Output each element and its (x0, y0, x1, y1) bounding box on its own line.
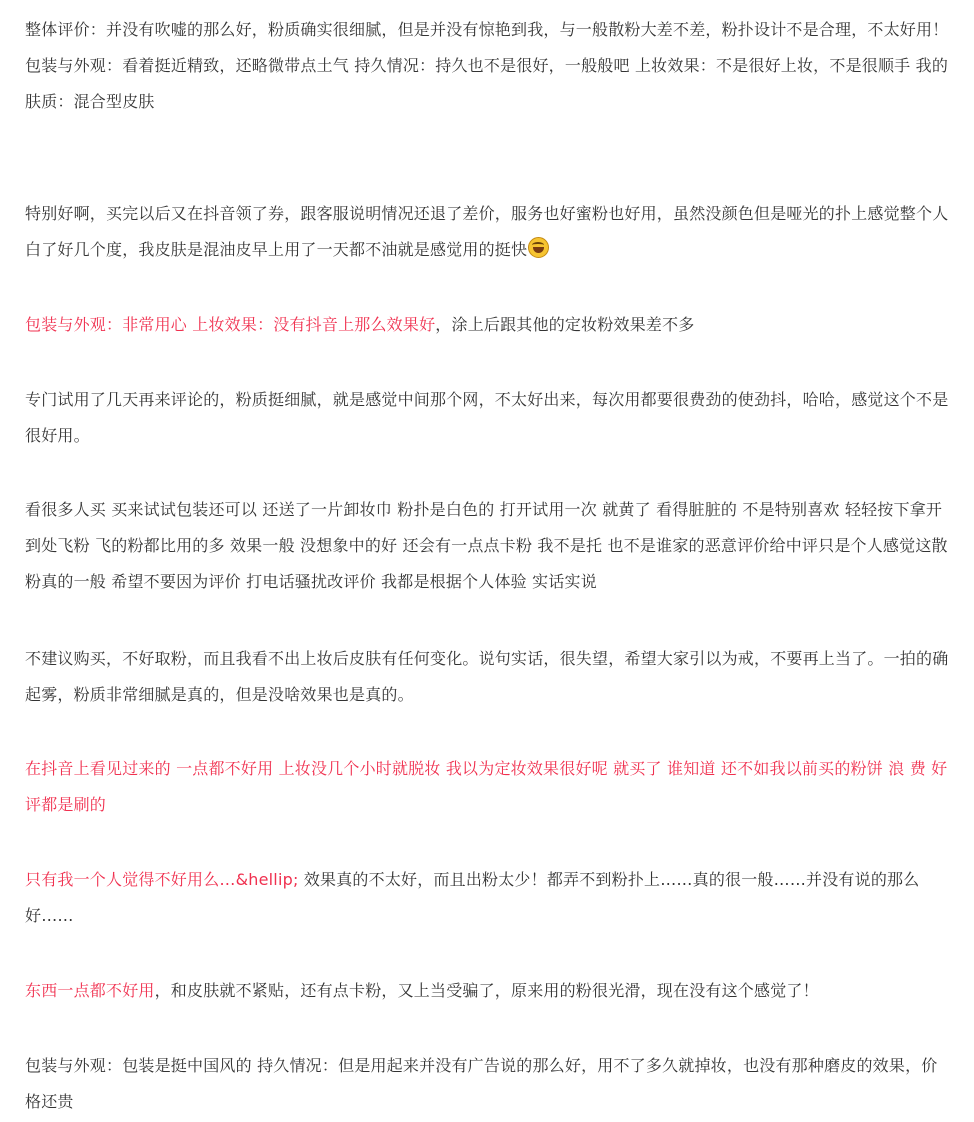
review-highlight-text: 只有我一个人觉得不好用么…&hellip; (25, 870, 299, 889)
laughing-face-icon (528, 237, 549, 258)
review-item (25, 641, 949, 713)
review-text: 看很多人买 买来试试包装还可以 还送了一片卸妆巾 粉扑是白色的 打开试用一次 就黄了 看得脏脏的 不是特别喜欢 轻轻按下拿开到处飞粉 飞的粉都比用的多 效果一般 没想象中的好 还会有一点点卡粉 我不是托 也不是谁家的恶意评价给中评只是个人感觉这散粉真的一般 希望不要因为评价 打电话骚扰改评价 我都是根据个人体验 实话实说 (25, 500, 948, 591)
review-item (25, 196, 949, 268)
review-highlight-text: 包装与外观：非常用心 上妆效果：没有抖音上那么效果好 (25, 315, 436, 334)
review-highlight-text: 在抖音上看见过来的 一点都不好用 上妆没几个小时就脱妆 我以为定妆效果很好呢 就买了 谁知道 还不如我以前买的粉饼 浪 费 好评都是刷的 (25, 759, 948, 814)
review-text: ，涂上后跟其他的定妆粉效果差不多 (435, 315, 695, 334)
review-text: 不建议购买，不好取粉，而且我看不出上妆后皮肤有任何变化。说句实话，很失望，希望大家引以为戒，不要再上当了。一拍的确起雾，粉质非常细腻是真的，但是没啥效果也是真的。 (25, 649, 949, 704)
review-item (25, 973, 949, 1009)
review-text: 特别好啊，买完以后又在抖音领了券，跟客服说明情况还退了差价，服务也好蜜粉也好用，虽然没颜色但是哑光的扑上感觉整个人白了好几个度，我皮肤是混油皮早上用了一天都不油就是感觉用的挺快 (25, 204, 949, 259)
review-item (25, 492, 949, 600)
review-item (25, 382, 949, 454)
review-text: ，和皮肤就不紧贴，还有点卡粉，又上当受骗了，原来用的粉很光滑，现在没有这个感觉了！ (154, 981, 819, 1000)
review-item (25, 751, 949, 823)
review-text: 效果真的不太好，而且出粉太少！都弄不到粉扑上……真的很一般……并没有说的那么好…… (25, 870, 920, 925)
review-text: 包装与外观：包装是挺中国风的 持久情况：但是用起来并没有广告说的那么好，用不了多久就掉妆，也没有那种磨皮的效果，价格还贵 (25, 1056, 938, 1111)
review-item (25, 862, 949, 934)
review-item (25, 12, 949, 120)
review-text: 专门试用了几天再来评论的，粉质挺细腻，就是感觉中间那个网，不太好出来，每次用都要很费劲的使劲抖，哈哈，感觉这个不是很好用。 (25, 390, 949, 445)
review-item (25, 1048, 949, 1120)
review-item (25, 307, 949, 343)
review-text: 整体评价：并没有吹嘘的那么好，粉质确实很细腻，但是并没有惊艳到我，与一般散粉大差不差，粉扑设计不是合理，不太好用！ 包装与外观：看着挺近精致，还略微带点土气 持久情况：持久也不是很好，一般般吧 上妆效果：不是很好上妆，不是很顺手 我的肤质：混合型皮肤 (25, 20, 949, 111)
review-highlight-text: 东西一点都不好用 (25, 981, 155, 1000)
